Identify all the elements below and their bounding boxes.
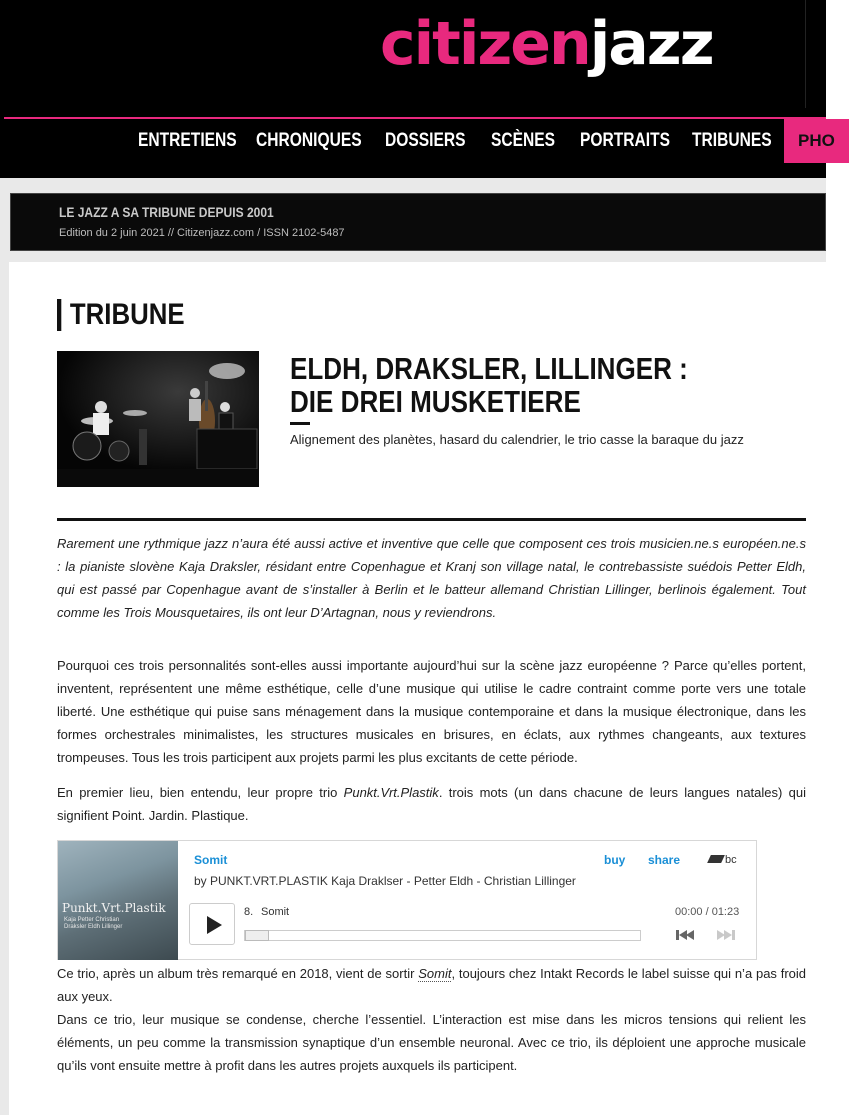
nav-tribunes[interactable]: TRIBUNES xyxy=(692,130,772,151)
bandcamp-logo-text: bc xyxy=(725,854,737,866)
cover-last-names: Draksler Eldh Lillinger xyxy=(64,924,123,930)
bandcamp-player xyxy=(57,840,757,960)
main-nav xyxy=(0,119,835,163)
article-paragraph xyxy=(57,781,806,827)
edition-info: Edition du 2 juin 2021 // Citizenjazz.com / ISSN 2102-5487 xyxy=(59,227,345,239)
previous-track-button[interactable] xyxy=(676,929,694,941)
paragraph-text: . trois mots (un dans chacune de leurs langues natales) qui signifient Point. Jardin. Plastique. xyxy=(57,785,806,823)
logo-jazz: jazz xyxy=(589,9,713,79)
trio-name: Punkt.Vrt.Plastik xyxy=(343,785,439,800)
nav-chroniques[interactable]: CHRONIQUES xyxy=(256,130,362,151)
title-underline xyxy=(290,422,310,425)
bandcamp-logo[interactable] xyxy=(709,854,737,866)
album-cover-names xyxy=(64,917,122,931)
nav-entretiens[interactable]: ENTRETIENS xyxy=(138,130,237,151)
paragraph-text: , toujours chez Intakt Records le label suisse qui n’a pas froid aux yeux. xyxy=(57,966,806,1004)
track-name: Somit xyxy=(261,906,290,918)
bandcamp-icon xyxy=(707,855,725,863)
album-title-link[interactable]: Somit xyxy=(194,853,228,867)
paragraph-text: En premier lieu, bien entendu, leur propre trio xyxy=(57,785,344,800)
album-cover[interactable] xyxy=(58,841,178,960)
album-artist[interactable]: by PUNKT.VRT.PLASTIK Kaja Draklser - Petter Eldh - Christian Lillinger xyxy=(194,874,576,888)
article-paragraph xyxy=(57,962,806,1008)
nav-photos[interactable]: PHO xyxy=(784,119,849,163)
nav-portraits[interactable]: PORTRAITS xyxy=(580,130,671,151)
section-title[interactable]: TRIBUNE xyxy=(57,299,185,331)
track-number: 8. xyxy=(244,906,254,918)
nav-scenes[interactable]: SCÈNES xyxy=(491,130,556,151)
paragraph-text: Ce trio, après un album très remarqué en 2018, vient de sortir xyxy=(57,966,419,981)
article-paragraph: Dans ce trio, leur musique se condense, cherche l’essentiel. L’interaction est mise dans les micros tensions qui relient les éléments, un peu comme la transmission synaptique d’un ensemble neuronal. Avec ce trio, ils déploient une approche musicale qu’ils vont ensuite mettre à profit dans les autres projets auxquels ils participent. xyxy=(57,1012,806,1073)
site-logo[interactable] xyxy=(380,9,713,79)
previous-icon xyxy=(686,930,694,940)
article-intro: Rarement une rythmique jazz n’aura été aussi active et inventive que celle que composent ces trois musicien.ne.s européen.ne.s : la pianiste slovène Kaja Draksler, résidant entre Copenhague et Kranj son village natal, le contrebassiste suédois Petter Eldh, qui est passé par Copenhague avant de s’installer à Berlin et le batteur allemand Christian Lillinger, berlinois également. Tout comme les Trois Mousquetaires, ils ont leur D’Artagnan, nous y reviendrons. xyxy=(57,536,806,620)
album-link[interactable]: Somit xyxy=(418,966,452,981)
next-track-button[interactable] xyxy=(717,929,735,941)
progress-handle[interactable] xyxy=(245,930,269,941)
logo-citizen: citizen xyxy=(380,9,590,79)
tagline-title: LE JAZZ A SA TRIBUNE DEPUIS 2001 xyxy=(59,204,274,220)
nav-dossiers[interactable]: DOSSIERS xyxy=(385,130,466,151)
play-button[interactable] xyxy=(189,903,235,945)
progress-bar[interactable] xyxy=(244,930,641,941)
next-icon-part xyxy=(724,930,732,940)
article-paragraph: Pourquoi ces trois personnalités sont-elles aussi importante aujourd’hui sur la scène jazz européenne ? Parce qu’elles portent, inventent, représentent une même esthétique, celle d’une musique qui utilise le cadre contraint comme porte vers une totale liberté. Une esthétique qui puise sans ménagement dans la musique contemporaine et dans la musique électronique, dans les formes orchestrales minimalistes, les structures musicales en brisures, en éclats, aux rythmes changeants, aux textures trompeuses. Tous les trois participent aux projets parmi les plus excitants de cette période. xyxy=(57,658,806,765)
article-divider xyxy=(57,518,806,521)
next-icon-bar xyxy=(732,930,735,940)
share-link[interactable]: share xyxy=(648,853,681,867)
cover-first-names: Kaja Petter Christian xyxy=(64,917,120,923)
buy-link[interactable]: buy xyxy=(604,853,626,867)
tagline-bar xyxy=(10,193,826,251)
article-lede: Alignement des planètes, hasard du calendrier, le trio casse la baraque du jazz xyxy=(290,432,744,447)
article-title: ELDH, DRAKSLER, LILLINGER : DIE DREI MUSKETIERE xyxy=(290,351,688,419)
track-time: 00:00 / 01:23 xyxy=(675,906,740,918)
concert-photo-image xyxy=(57,351,259,487)
article-photo[interactable] xyxy=(57,351,259,487)
album-cover-title: Punkt.Vrt.Plastik xyxy=(62,901,166,915)
